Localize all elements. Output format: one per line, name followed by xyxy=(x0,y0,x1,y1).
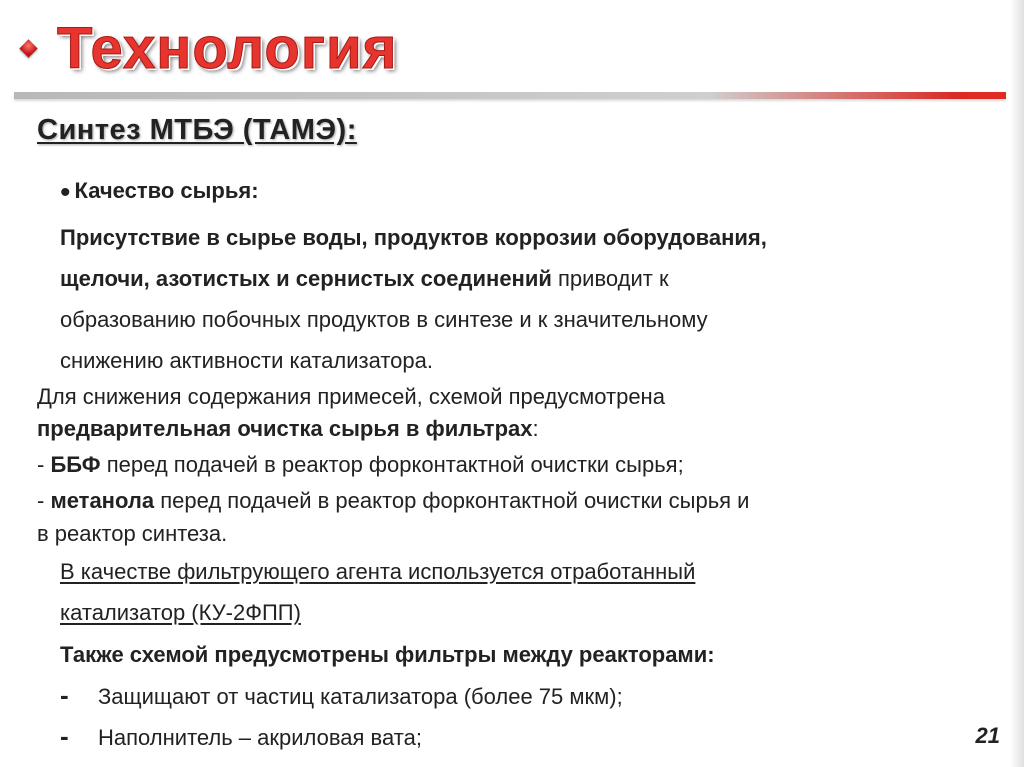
list-item-bbf-bold: ББФ xyxy=(50,452,101,477)
list-dash: - xyxy=(37,452,51,477)
list-item-methanol-rest: перед подачей в реактор форконтактной очистки сырья и xyxy=(154,488,750,513)
slide-subtitle: Синтез МТБЭ (ТАМЭ): xyxy=(37,114,357,146)
list-item-methanol xyxy=(37,488,749,514)
para1-line3: образованию побочных продуктов в синтезе и к значительному xyxy=(60,307,708,332)
list-dash: - xyxy=(37,488,51,513)
list-item-bbf-rest: перед подачей в реактор форконтактной очистки сырья; xyxy=(100,452,684,477)
slide-edge-shadow xyxy=(1010,0,1024,767)
list-item-methanol-cont: в реактор синтеза. xyxy=(37,521,228,546)
para1-line2 xyxy=(60,266,669,292)
para1-line1: Присутствие в сырье воды, продуктов коррозии оборудования, xyxy=(60,225,767,250)
bullet-heading-line xyxy=(60,176,259,209)
para3-line2: катализатор (КУ-2ФПП) xyxy=(60,600,301,625)
title-row xyxy=(14,8,397,88)
list-item-methanol-bold: метанола xyxy=(50,488,155,513)
diamond-bullet-icon xyxy=(19,39,37,57)
slide-title: Технология xyxy=(57,15,398,81)
filter-item-2-text: Наполнитель – акриловая вата; xyxy=(98,725,422,750)
filter-item-2 xyxy=(60,723,422,751)
bullet-dot-icon: • xyxy=(60,176,71,209)
dash-icon: - xyxy=(60,680,69,710)
page-number: 21 xyxy=(975,723,1000,748)
filter-item-1 xyxy=(60,682,623,710)
para2-line2-rest: : xyxy=(532,416,539,441)
para4: Также схемой предусмотрены фильтры между реакторами: xyxy=(60,642,715,667)
filter-item-1-text: Защищают от частиц катализатора (более 75 мкм); xyxy=(98,684,623,709)
para2-line2-bold: предварительная очистка сырья в фильтрах xyxy=(37,416,533,441)
para1-line4: снижению активности катализатора. xyxy=(60,348,434,373)
dash-icon: - xyxy=(60,721,69,751)
list-item-bbf xyxy=(37,452,684,478)
para3-line1: В качестве фильтрующего агента используется отработанный xyxy=(60,559,696,584)
para2-line1: Для снижения содержания примесей, схемой предусмотрена xyxy=(37,384,665,409)
para1-line2-rest: приводит к xyxy=(551,266,669,291)
para2-line2 xyxy=(37,416,539,442)
title-underline-bar xyxy=(14,92,1006,99)
bullet-heading: Качество сырья: xyxy=(74,178,259,203)
title-bar-accent xyxy=(966,92,1006,99)
para1-line2-bold: щелочи, азотистых и сернистых соединений xyxy=(60,266,552,291)
